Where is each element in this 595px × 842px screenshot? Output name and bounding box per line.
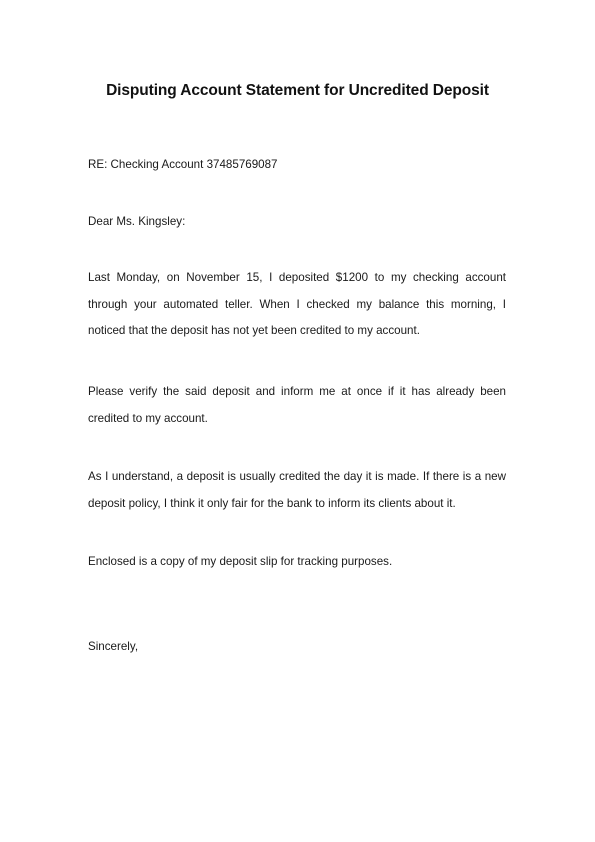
paragraph-2-line: Please verify the said deposit and inform me at once if it has already been [88, 385, 506, 398]
paragraph-4: Enclosed is a copy of my deposit slip for tracking purposes. [88, 555, 393, 568]
closing: Sincerely, [88, 640, 139, 653]
paragraph-3 [88, 470, 506, 523]
reference-line: RE: Checking Account 37485769087 [88, 158, 278, 171]
paragraph-3-line: deposit policy, I think it only fair for the bank to inform its clients about it. [88, 496, 456, 510]
letter-title: Disputing Account Statement for Uncredited Deposit [106, 82, 489, 99]
paragraph-1-line: Last Monday, on November 15, I deposited $1200 to my checking account [88, 271, 506, 284]
paragraph-1-line: noticed that the deposit has not yet been credited to my account. [88, 324, 420, 337]
paragraph-1-line: through your automated teller. When I checked my balance this morning, I [88, 297, 506, 311]
paragraph-2-line: credited to my account. [88, 411, 208, 425]
paragraph-3-line: As I understand, a deposit is usually credited the day it is made. If there is a new [88, 470, 506, 483]
paragraph-2 [88, 385, 506, 438]
salutation: Dear Ms. Kingsley: [88, 215, 186, 228]
paragraph-1 [88, 271, 506, 351]
